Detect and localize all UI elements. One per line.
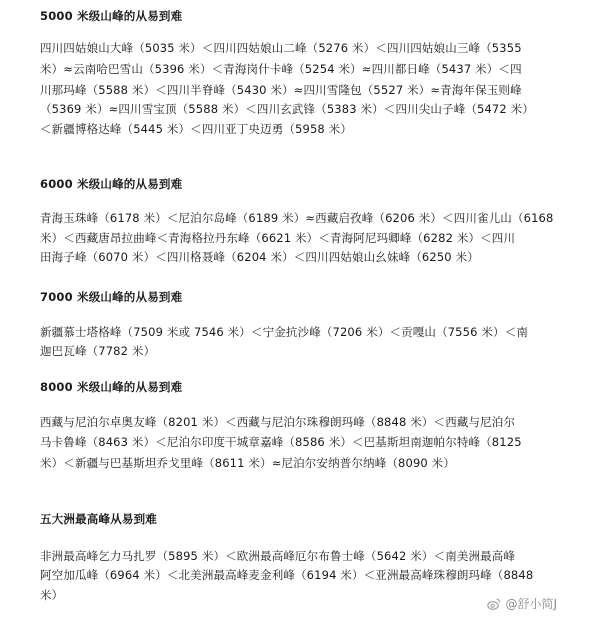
section-5000-line-4: （5369 米）≈四川雪宝顶（5588 米）＜四川玄武锋（5383 米）＜四川尖山子峰（5472 米） xyxy=(40,102,534,116)
section-5000-line-5: ＜新疆博格达峰（5445 米）＜四川亚丁央迈勇（5958 米） xyxy=(40,122,352,136)
section-heading-5000: 5000 米级山峰的从易到难 xyxy=(40,9,183,23)
watermark xyxy=(487,597,557,611)
section-7000-line-2: 迦巴瓦峰（7782 米） xyxy=(40,344,156,358)
section-5000-line-3: 川那玛峰（5588 米）＜四川半脊峰（5430 米）≈四川雪隆包（5527 米）≈青海年保玉则峰 xyxy=(40,83,522,97)
section-5000-line-2: 米）≈云南哈巴雪山（5396 米）＜青海岗什卡峰（5254 米）≈四川都日峰（5437 米）＜四 xyxy=(40,62,522,76)
section-heading-7000: 7000 米级山峰的从易到难 xyxy=(40,290,183,304)
section-heading-6000: 6000 米级山峰的从易到难 xyxy=(40,177,183,191)
section-5000-line-1: 四川四姑娘山大峰（5035 米）＜四川四姑娘山二峰（5276 米）＜四川四姑娘山三峰（5355 xyxy=(40,41,522,55)
section-8000-line-2: 马卡鲁峰（8463 米）＜尼泊尔印度干城章嘉峰（8586 米）＜巴基斯坦南迦帕尔特峰（8125 xyxy=(40,435,522,449)
section-8000-line-1: 西藏与尼泊尔卓奥友峰（8201 米）＜西藏与尼泊尔珠穆朗玛峰（8848 米）＜西藏与尼泊尔 xyxy=(40,415,516,429)
section-6000-line-2: 米）＜西藏唐昂拉曲峰＜青海格拉丹东峰（6621 米）＜青海阿尼玛卿峰（6282 米）＜四川 xyxy=(40,231,516,245)
section-heading-8000: 8000 米级山峰的从易到难 xyxy=(40,380,183,394)
watermark-text: @舒小简J xyxy=(505,597,557,611)
section-continents-line-1: 非洲最高峰乞力马扎罗（5895 米）＜欧洲最高峰厄尔布鲁士峰（5642 米）＜南美洲最高峰 xyxy=(40,549,516,563)
section-heading-continents: 五大洲最高峰从易到难 xyxy=(40,512,157,526)
section-continents-line-2: 阿空加瓜峰（6964 米）＜北美洲最高峰麦金利峰（6194 米）＜亚洲最高峰珠穆朗玛峰（8848 xyxy=(40,568,534,582)
section-6000-line-3: 田海子峰（6070 米）＜四川格聂峰（6204 米）＜四川四姑娘山幺妹峰（6250 米） xyxy=(40,250,479,264)
section-7000-line-1: 新疆慕士塔格峰（7509 米或 7546 米）＜宁金抗沙峰（7206 米）＜贡嘎山（7556 米）＜南 xyxy=(40,325,528,339)
section-6000-line-1: 青海玉珠峰（6178 米）＜尼泊尔岛峰（6189 米）≈西藏启孜峰（6206 米）＜四川雀儿山（6168 xyxy=(40,211,554,225)
section-8000-line-3: 米）＜新疆与巴基斯坦乔戈里峰（8611 米）≈尼泊尔安纳普尔纳峰（8090 米） xyxy=(40,456,455,470)
section-continents-line-3: 米） xyxy=(40,588,64,602)
weibo-logo-icon xyxy=(487,597,501,611)
